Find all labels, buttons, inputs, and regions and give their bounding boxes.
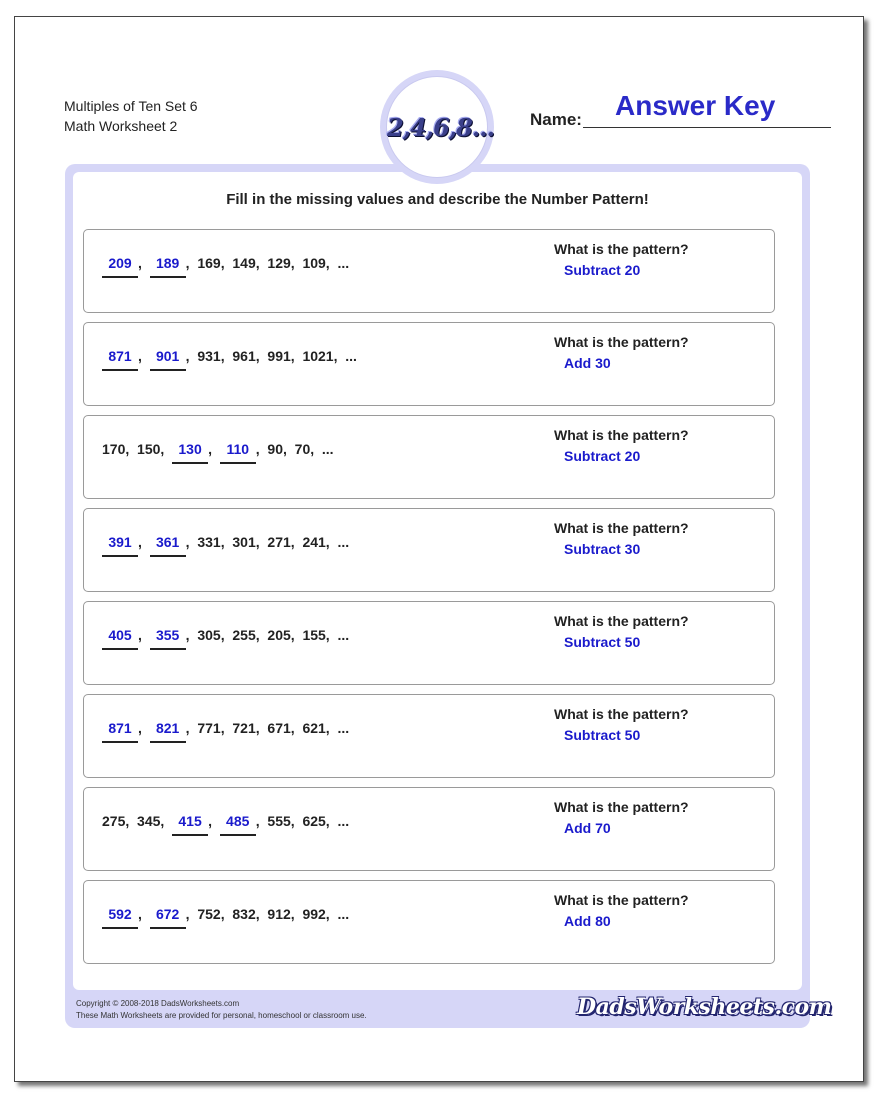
sequence-term: 671	[267, 720, 291, 736]
logo-disc	[386, 76, 494, 178]
problem-box	[83, 880, 775, 964]
separator: ,	[255, 441, 268, 457]
sequence-term: 345	[137, 813, 161, 829]
sequence-term: ...	[337, 255, 350, 271]
separator: ,	[255, 906, 268, 922]
pattern-answer: Subtract 50	[564, 727, 641, 743]
sequence-term: 149	[232, 255, 256, 271]
sequence-term: 625	[302, 813, 326, 829]
problem-box	[83, 601, 775, 685]
separator: ,	[290, 720, 303, 736]
sequence-term: 271	[267, 534, 291, 550]
separator: ,	[255, 534, 268, 550]
separator: ,	[255, 813, 268, 829]
separator: ,	[208, 441, 220, 457]
answer-blank[interactable]: 485	[220, 813, 256, 836]
separator: ,	[125, 441, 138, 457]
logo-text: 2,4,6,8...	[387, 113, 494, 142]
separator: ,	[160, 441, 173, 457]
sequence-term: 912	[267, 906, 291, 922]
answer-blank[interactable]: 110	[220, 441, 256, 464]
separator: ,	[333, 348, 346, 364]
separator: ,	[185, 720, 198, 736]
separator: ,	[160, 813, 173, 829]
footer-text	[76, 998, 367, 1022]
usage-notice: These Math Worksheets are provided for personal, homeschool or classroom use.	[76, 1011, 367, 1020]
sequence-term: 255	[232, 627, 256, 643]
name-label: Name:	[530, 110, 582, 129]
sequence-term: 301	[232, 534, 256, 550]
answer-blank[interactable]: 209	[102, 255, 138, 278]
sequence-term: ...	[337, 720, 350, 736]
answer-blank[interactable]: 415	[172, 813, 208, 836]
sequence-term: 169	[197, 255, 221, 271]
separator: ,	[325, 906, 338, 922]
sequence-term: 931	[197, 348, 221, 364]
sequence-term: 331	[197, 534, 221, 550]
sequence-term: 961	[232, 348, 256, 364]
separator: ,	[220, 255, 233, 271]
answer-key-label: Answer Key	[615, 90, 776, 121]
separator: ,	[220, 627, 233, 643]
separator: ,	[290, 348, 303, 364]
pattern-question: What is the pattern?	[554, 892, 689, 908]
separator: ,	[290, 534, 303, 550]
answer-blank[interactable]: 871	[102, 348, 138, 371]
dadsworksheets-logo: DadsWorksheets.com	[577, 994, 832, 1020]
problem-box	[83, 694, 775, 778]
separator: ,	[185, 906, 198, 922]
pattern-question: What is the pattern?	[554, 799, 689, 815]
separator: ,	[325, 627, 338, 643]
separator: ,	[255, 720, 268, 736]
separator: ,	[138, 348, 150, 364]
pattern-answer: Subtract 50	[564, 634, 641, 650]
sequence-term: 991	[267, 348, 291, 364]
sequence-term: 992	[302, 906, 326, 922]
pattern-question: What is the pattern?	[554, 520, 689, 536]
copyright-text: Copyright © 2008-2018 DadsWorksheets.com	[76, 999, 240, 1008]
sequence-term: ...	[345, 348, 357, 364]
problem-box	[83, 229, 775, 313]
pattern-question: What is the pattern?	[554, 427, 689, 443]
pattern-question: What is the pattern?	[554, 706, 689, 722]
number-sequence	[102, 255, 349, 278]
separator: ,	[255, 627, 268, 643]
number-sequence	[102, 627, 349, 650]
sequence-term: 275	[102, 813, 126, 829]
sequence-term: 832	[232, 906, 256, 922]
sequence-term: 1021	[302, 348, 334, 364]
sequence-term: ...	[337, 627, 350, 643]
problem-box	[83, 787, 775, 871]
separator: ,	[325, 255, 338, 271]
separator: ,	[220, 720, 233, 736]
sequence-term: 170	[102, 441, 126, 457]
sequence-term: 555	[267, 813, 291, 829]
name-line	[583, 127, 831, 128]
separator: ,	[290, 255, 303, 271]
answer-blank[interactable]: 391	[102, 534, 138, 557]
pattern-question: What is the pattern?	[554, 613, 689, 629]
sequence-term: 205	[267, 627, 291, 643]
pattern-answer: Add 70	[564, 820, 611, 836]
separator: ,	[185, 627, 198, 643]
instruction-text: Fill in the missing values and describe the Number Pattern!	[226, 191, 649, 208]
number-sequence	[102, 813, 349, 836]
number-pattern-logo	[380, 70, 494, 184]
separator: ,	[325, 720, 338, 736]
answer-blank[interactable]: 355	[150, 627, 186, 650]
pattern-question: What is the pattern?	[554, 334, 689, 350]
pattern-answer: Subtract 30	[564, 541, 641, 557]
separator: ,	[310, 441, 322, 457]
sequence-term: 70	[294, 441, 311, 457]
answer-blank[interactable]: 592	[102, 906, 138, 929]
answer-blank[interactable]: 871	[102, 720, 138, 743]
sequence-term: 621	[302, 720, 326, 736]
sequence-term: 305	[197, 627, 221, 643]
separator: ,	[325, 813, 338, 829]
worksheet-title	[64, 96, 198, 136]
separator: ,	[325, 534, 338, 550]
number-sequence	[102, 348, 357, 371]
sequence-term: 241	[302, 534, 326, 550]
separator: ,	[138, 720, 150, 736]
pattern-answer: Subtract 20	[564, 262, 641, 278]
separator: ,	[220, 906, 233, 922]
number-sequence	[102, 441, 334, 464]
separator: ,	[208, 813, 220, 829]
separator: ,	[125, 813, 138, 829]
separator: ,	[220, 348, 233, 364]
separator: ,	[138, 627, 150, 643]
separator: ,	[255, 255, 268, 271]
pattern-answer: Subtract 20	[564, 448, 641, 464]
sequence-term: 771	[197, 720, 221, 736]
separator: ,	[290, 627, 303, 643]
separator: ,	[138, 906, 150, 922]
pattern-question: What is the pattern?	[554, 241, 689, 257]
separator: ,	[138, 534, 150, 550]
sequence-term: 90	[267, 441, 283, 457]
separator: ,	[255, 348, 268, 364]
separator: ,	[185, 255, 198, 271]
pattern-answer: Add 80	[564, 913, 611, 929]
answer-blank[interactable]: 189	[150, 255, 186, 278]
answer-blank[interactable]: 130	[172, 441, 208, 464]
sequence-term: 109	[302, 255, 326, 271]
sequence-term: 752	[197, 906, 221, 922]
answer-blank[interactable]: 901	[150, 348, 186, 371]
separator: ,	[220, 534, 233, 550]
sequence-term: ...	[337, 906, 350, 922]
sequence-term: 150	[137, 441, 161, 457]
sequence-term: ...	[337, 534, 350, 550]
problem-box	[83, 508, 775, 592]
problem-box	[83, 322, 775, 406]
separator: ,	[185, 534, 198, 550]
separator: ,	[185, 348, 198, 364]
separator: ,	[282, 441, 295, 457]
title-line-1: Multiples of Ten Set 6	[64, 98, 198, 114]
separator: ,	[290, 906, 303, 922]
sequence-term: ...	[337, 813, 350, 829]
separator: ,	[290, 813, 303, 829]
answer-blank[interactable]: 361	[150, 534, 186, 557]
sequence-term: 129	[267, 255, 291, 271]
answer-blank[interactable]: 672	[150, 906, 186, 929]
sequence-term: 155	[302, 627, 326, 643]
sequence-term: 721	[232, 720, 256, 736]
answer-blank[interactable]: 821	[150, 720, 186, 743]
title-line-2: Math Worksheet 2	[64, 118, 178, 134]
sequence-term: ...	[321, 441, 334, 457]
problem-box	[83, 415, 775, 499]
number-sequence	[102, 534, 349, 557]
separator: ,	[138, 255, 150, 271]
answer-blank[interactable]: 405	[102, 627, 138, 650]
number-sequence	[102, 906, 349, 929]
number-sequence	[102, 720, 349, 743]
pattern-answer: Add 30	[564, 355, 611, 371]
